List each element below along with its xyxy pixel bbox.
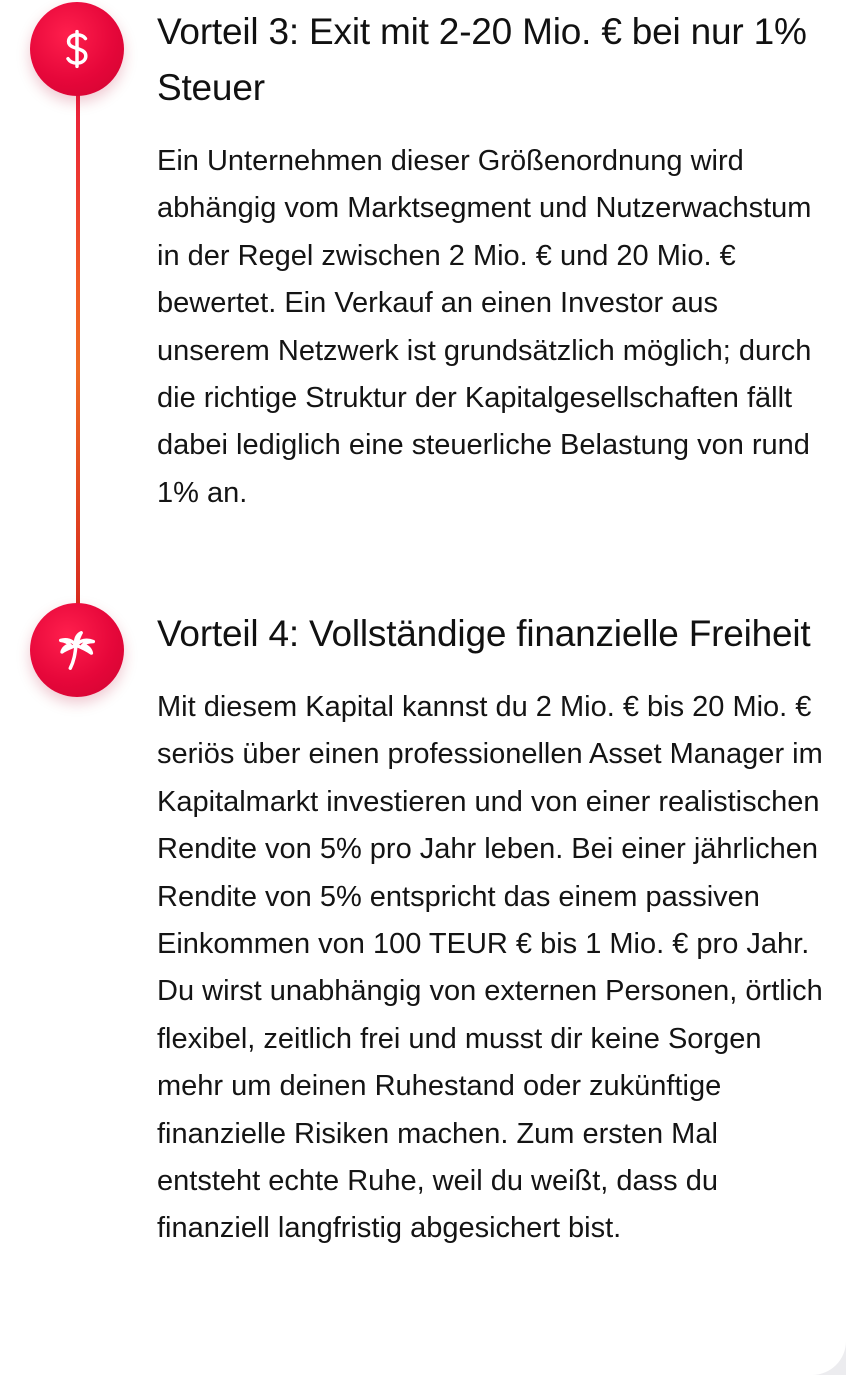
timeline-item-vorteil-3: [157, 4, 827, 517]
timeline-connector-line: [76, 60, 80, 620]
timeline-item-title: Vorteil 4: Vollständige finanzielle Freiheit: [157, 613, 811, 654]
timeline-item-body: Ein Unternehmen dieser Größenordnung wird abhängig vom Marktsegment und Nutzerwachstum in der Regel zwischen 2 Mio. € und 20 Mio. € bewertet. Ein Verkauf an einen Investor aus unserem Netzwerk ist grundsätzlich möglich; durch die richtige Struktur der Kapitalgesellschaften fällt dabei lediglich eine steuerliche Belastung von rund 1% an.: [157, 145, 812, 509]
dollar-icon: [55, 27, 99, 71]
palm-tree-icon: [54, 627, 100, 673]
timeline-item-body: Mit diesem Kapital kannst du 2 Mio. € bis 20 Mio. € seriös über einen professionellen Asset Manager im Kapitalmarkt investieren und von einer realistischen Rendite von 5% pro Jahr leben. Bei einer jährlichen Rendite von 5% entspricht das einem passiven Einkommen von 100 TEUR € bis 1 Mio. € pro Jahr. Du wirst unabhängig von externen Personen, örtlich flexibel, zeitlich frei und musst dir keine Sorgen mehr um deinen Ruhestand oder zukünftige finanzielle Risiken machen. Zum ersten Mal entsteht echte Ruhe, weil du weißt, dass du finanziell langfristig abgesichert bist.: [157, 691, 823, 1245]
timeline-marker-2: [30, 603, 124, 697]
timeline-item-title: Vorteil 3: Exit mit 2-20 Mio. € bei nur 1% Steuer: [157, 11, 807, 108]
timeline-item-vorteil-4: [157, 606, 827, 1253]
timeline-marker-1: [30, 2, 124, 96]
